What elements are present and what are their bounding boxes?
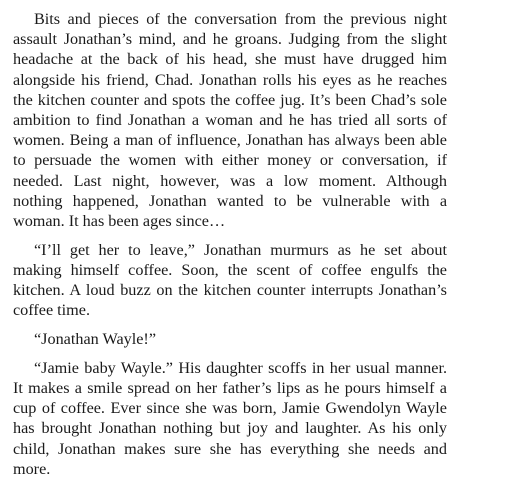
paragraph-morning-recollection: Bits and pieces of the conversation from the previous night assault Jonathan’s mind, and he groans. Judging from the slight headache at the back of his head, she must have drugged him alongside his friend, Chad. Jonathan rolls his eyes as he reaches the kitchen counter and spots the coffee jug. It’s been Chad’s sole ambition to find Jonathan a woman and he has tried all sorts of women. Being a man of influence, Jonathan has always been able to persuade the women with either money or conversation, if needed. Last night, however, was a low moment. Although nothing happened, Jonathan wanted to be vulnerable with a woman. It has been ages since… bbox=[13, 10, 447, 231]
document-page bbox=[13, 9, 447, 479]
paragraph-coffee-time: “I’ll get her to leave,” Jonathan murmurs as he set about making himself coffee. Soon, the scent of coffee engulfs the kitchen. A loud buzz on the kitchen counter interrupts Jonathan’s coffee time. bbox=[13, 240, 447, 320]
paragraph-daughter-reply: “Jamie baby Wayle.” His daughter scoffs in her usual manner. It makes a smile spread on her father’s lips as he pours himself a cup of coffee. Ever since she was born, Jamie Gwendolyn Wayle has brought Jonathan nothing but joy and laughter. As his only child, Jonathan makes sure she has everything she needs and more. bbox=[13, 358, 447, 478]
paragraph-phone-greeting: “Jonathan Wayle!” bbox=[34, 330, 156, 349]
